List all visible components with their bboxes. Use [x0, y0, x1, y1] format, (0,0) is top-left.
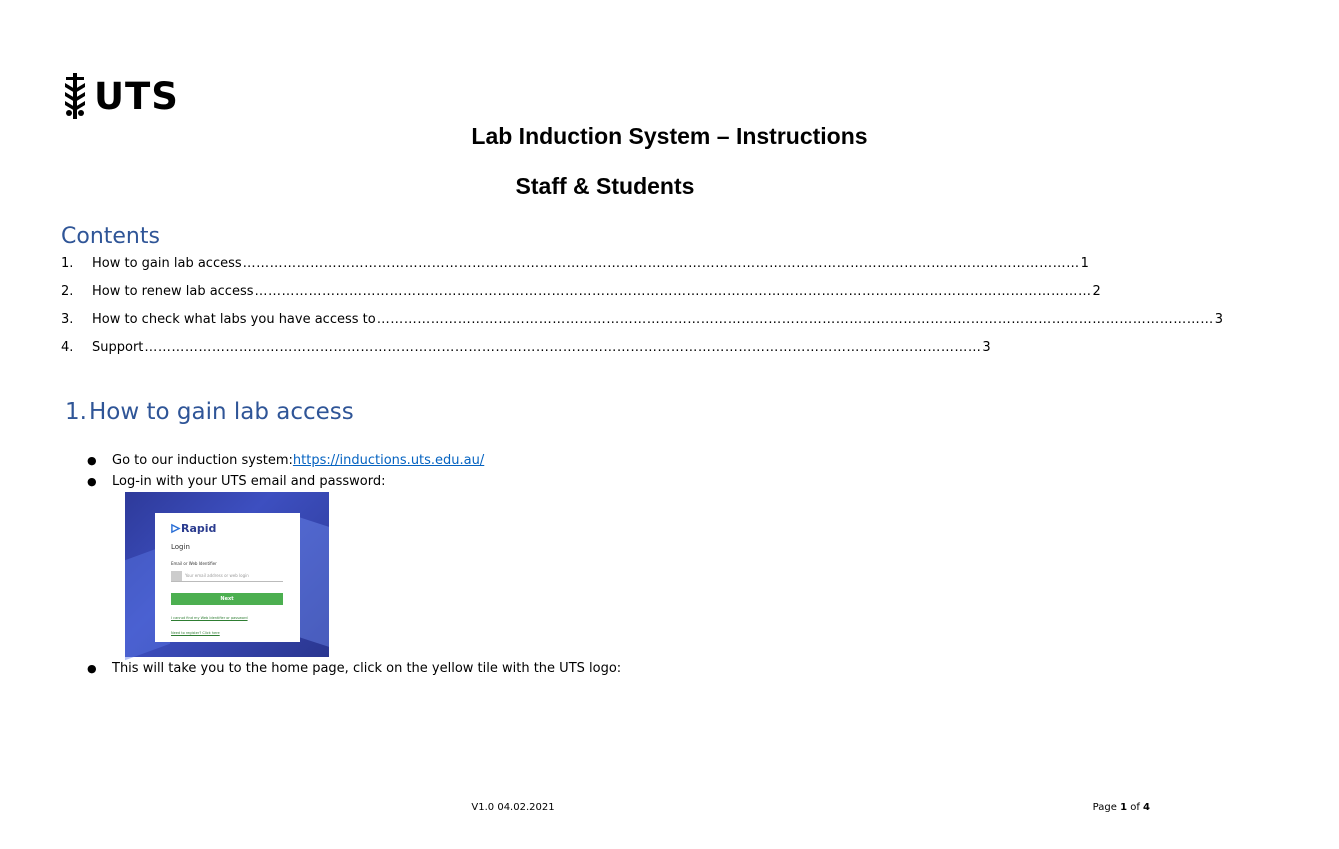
- field-label: Email or Web Identifier: [171, 561, 217, 566]
- email-field: [171, 571, 283, 582]
- toc-number: 1.: [61, 256, 74, 271]
- toc-number: 4.: [61, 340, 74, 355]
- uts-crest-icon: [62, 73, 88, 119]
- background-decoration: [299, 517, 329, 647]
- rapid-logo-icon: [171, 524, 180, 533]
- bullet-item: [87, 453, 484, 468]
- user-icon: [171, 571, 182, 581]
- page-current: 1: [1120, 802, 1128, 813]
- bullet-icon: ●: [87, 475, 97, 488]
- toc-label: How to check what labs you have access to: [92, 312, 376, 327]
- login-screenshot: [125, 492, 329, 657]
- bullet-icon: ●: [87, 454, 97, 467]
- toc-leader: ……………………………………………………………………………………………………………………………………………………………………: [376, 312, 1214, 327]
- toc-item[interactable]: [61, 340, 991, 355]
- toc-page: 3: [1214, 312, 1223, 327]
- toc-label: Support: [92, 340, 144, 355]
- document-title: Lab Induction System – Instructions: [471, 123, 868, 149]
- next-button: Next: [171, 593, 283, 605]
- toc-number: 3.: [61, 312, 74, 327]
- toc-label: How to gain lab access: [92, 256, 242, 271]
- uts-logo: [62, 73, 179, 119]
- toc-leader: ……………………………………………………………………………………………………………………………………………………………………: [242, 256, 1080, 271]
- rapid-brand: [171, 522, 216, 535]
- section-title: How to gain lab access: [89, 399, 354, 425]
- induction-system-link[interactable]: https://inductions.uts.edu.au/: [292, 453, 485, 468]
- toc-leader: ……………………………………………………………………………………………………………………………………………………………………: [254, 284, 1092, 299]
- toc-item[interactable]: [61, 312, 1223, 327]
- toc-item[interactable]: [61, 256, 1089, 271]
- field-placeholder: Your email address or web login: [185, 573, 249, 578]
- bullet-item: [87, 661, 621, 676]
- bullet-text: Go to our induction system:: [112, 453, 293, 468]
- toc-label: How to renew lab access: [92, 284, 254, 299]
- toc-item[interactable]: [61, 284, 1101, 299]
- login-title: Login: [171, 543, 190, 551]
- bullet-text: This will take you to the home page, click on the yellow tile with the UTS logo:: [112, 661, 622, 676]
- bullet-text: Log-in with your UTS email and password:: [112, 474, 386, 489]
- page-total: 4: [1143, 802, 1150, 813]
- toc-page: 3: [982, 340, 991, 355]
- logo-text: UTS: [94, 74, 179, 118]
- document-subtitle: Staff & Students: [515, 173, 695, 199]
- footer-version: V1.0 04.02.2021: [471, 802, 555, 813]
- toc-page: 2: [1092, 284, 1101, 299]
- bullet-icon: ●: [87, 662, 97, 675]
- forgot-link: I cannot find my Web Identifier or password: [171, 616, 248, 620]
- page-of: of: [1127, 802, 1144, 813]
- page-prefix: Page: [1092, 802, 1121, 813]
- toc-number: 2.: [61, 284, 74, 299]
- section-number: 1.: [65, 399, 87, 425]
- section-heading: [65, 399, 354, 425]
- toc-leader: ……………………………………………………………………………………………………………………………………………………………………: [144, 340, 982, 355]
- register-link: Need to register? Click here: [171, 631, 220, 635]
- bullet-item: [87, 474, 385, 489]
- brand-name: Rapid: [181, 522, 217, 535]
- login-card: [155, 513, 300, 642]
- toc-page: 1: [1080, 256, 1089, 271]
- contents-heading: Contents: [61, 224, 160, 249]
- footer-page-number: [1093, 802, 1150, 813]
